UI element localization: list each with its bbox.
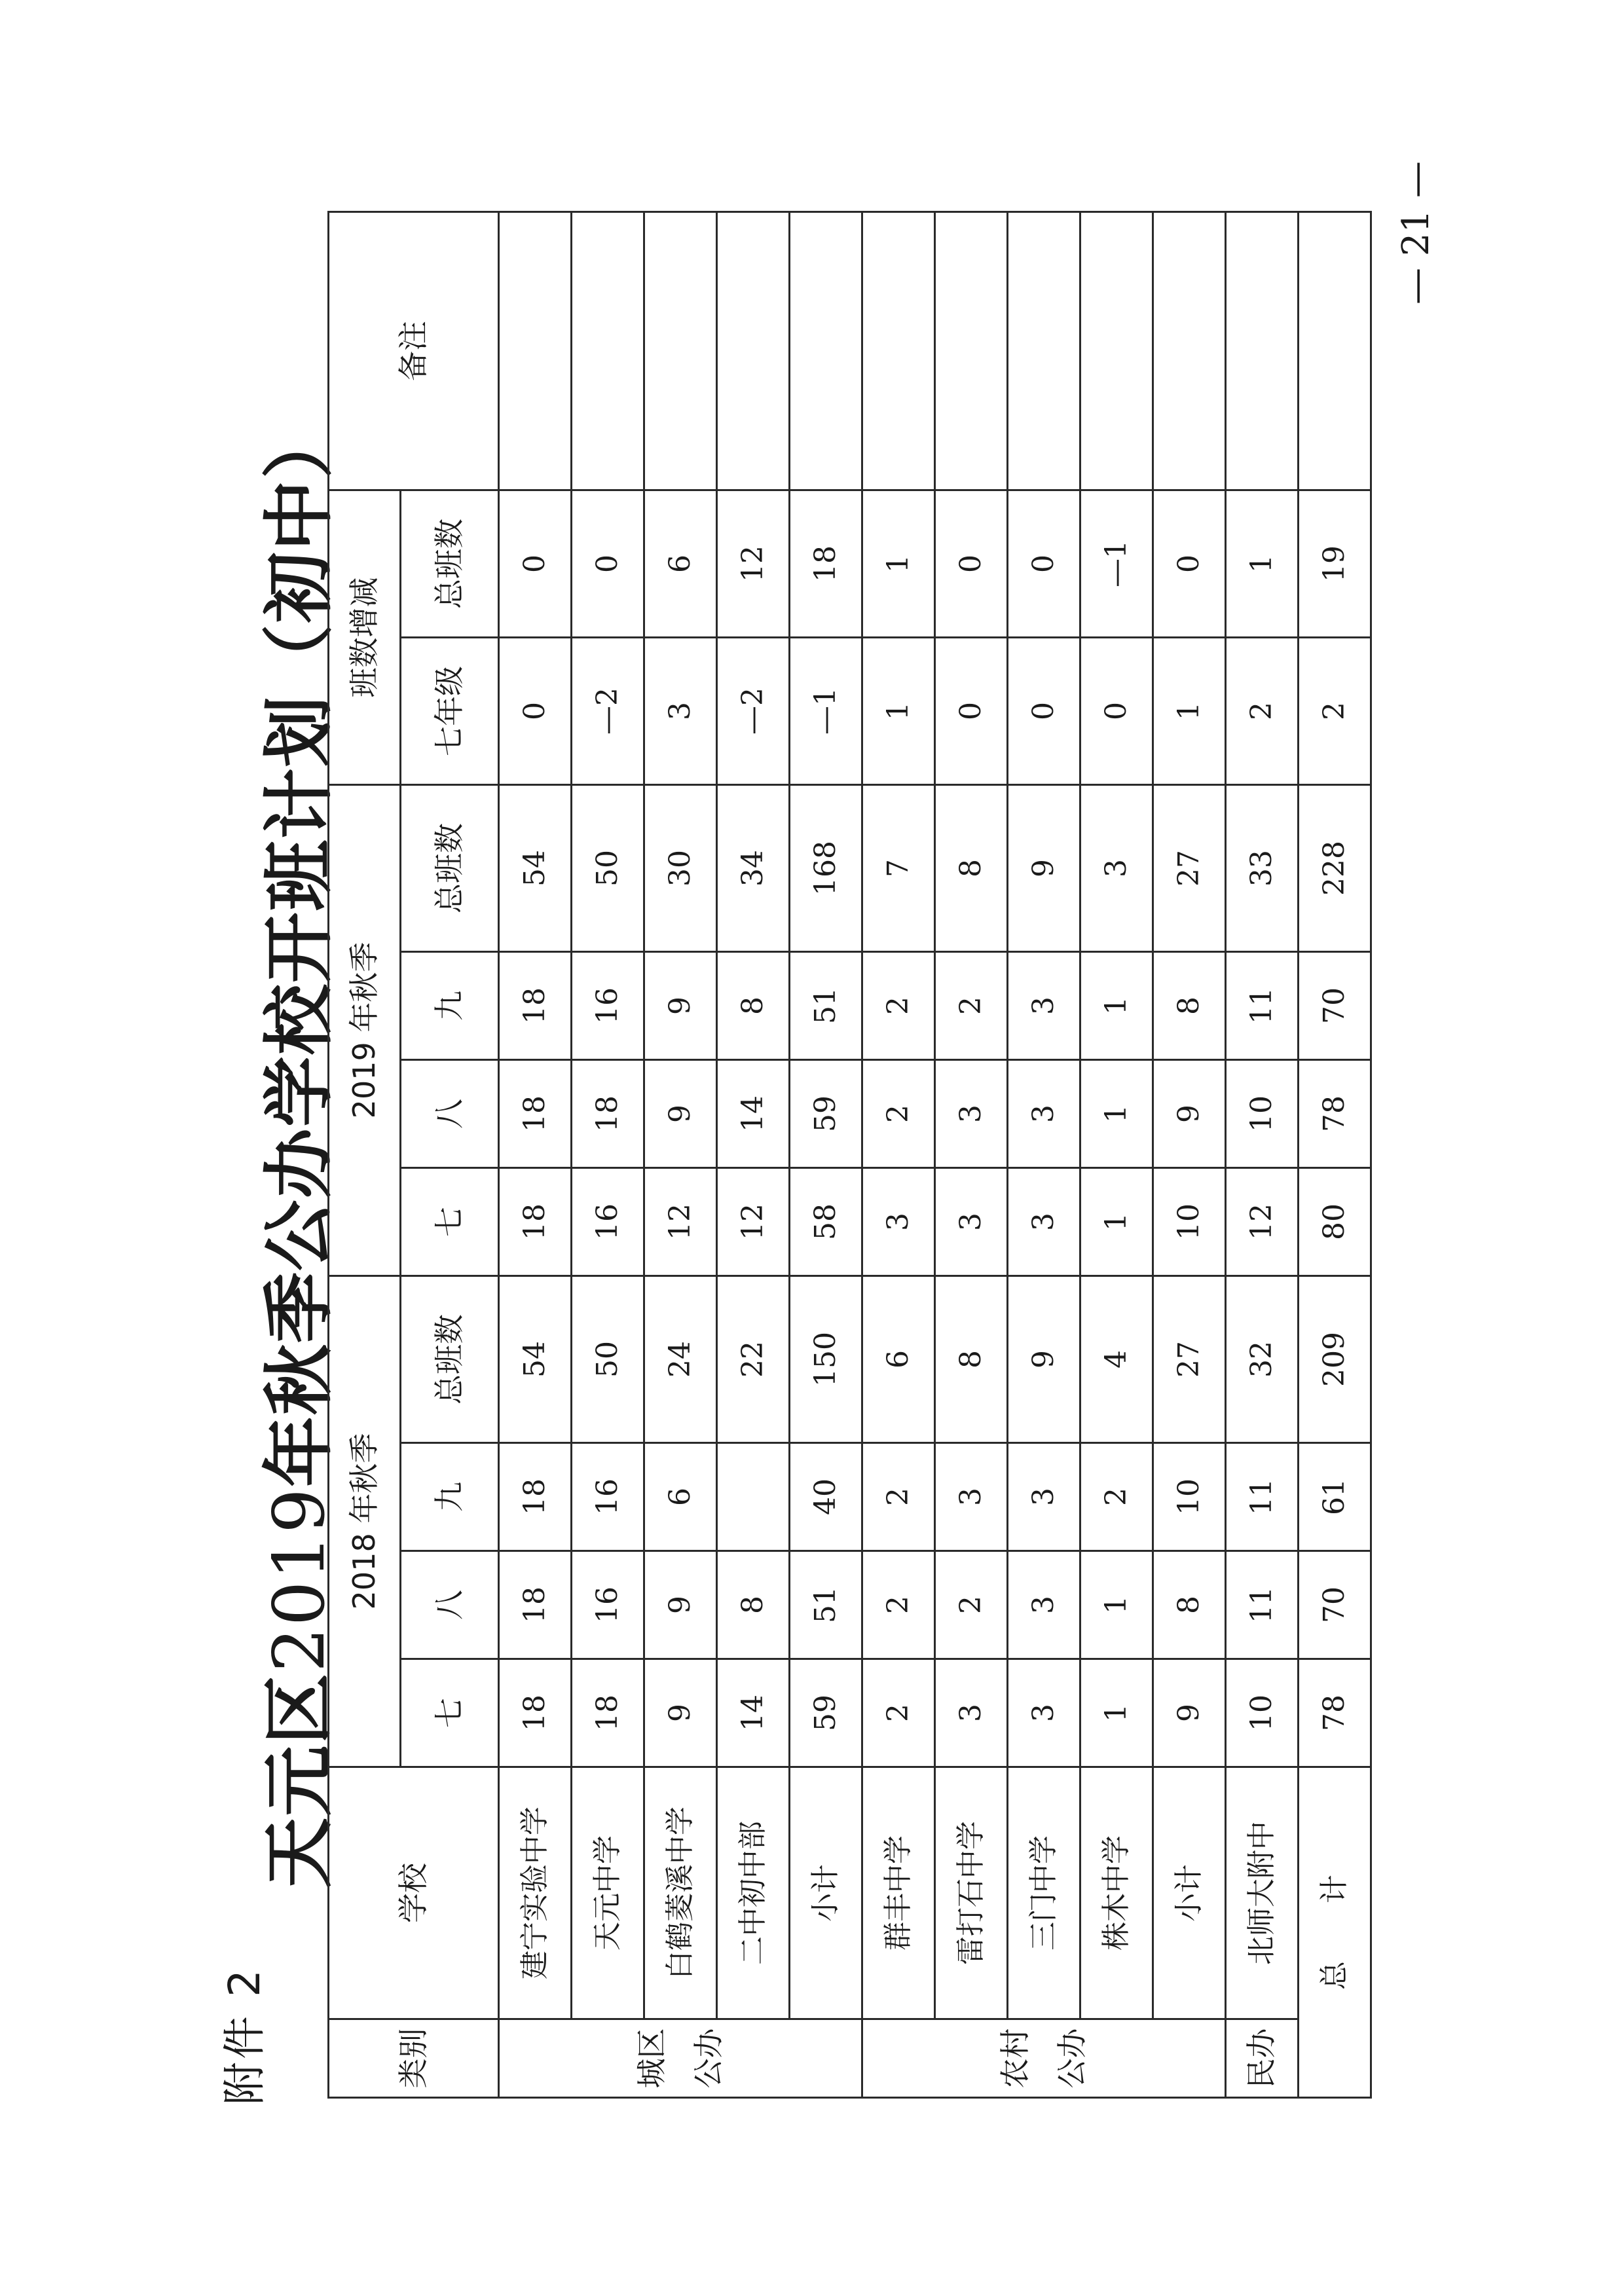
header-2019-g8: 八 <box>401 1059 499 1167</box>
cell-2019: 10 <box>1153 1167 1226 1276</box>
category-urban <box>499 2019 862 2098</box>
cell-2018: 22 <box>717 1276 790 1442</box>
cell-change: 0 <box>1008 490 1080 637</box>
cell-2019: 54 <box>499 784 572 951</box>
cell-2019: 18 <box>499 1059 572 1167</box>
cell-2018: 9 <box>644 1659 717 1767</box>
cell-2019: 8 <box>1153 951 1226 1059</box>
cell-2019: 9 <box>644 951 717 1059</box>
cell-2018: 59 <box>790 1659 862 1767</box>
cell-2019: 34 <box>717 784 790 951</box>
total-remark <box>1299 211 1371 490</box>
total-2019: 80 <box>1299 1167 1371 1276</box>
cell-2019: 7 <box>862 784 935 951</box>
cell-2019: 10 <box>1226 1059 1299 1167</box>
category-urban-line1: 城区 <box>633 2028 669 2089</box>
table-row <box>790 211 862 2097</box>
cell-change: —2 <box>572 637 644 784</box>
total-change: 2 <box>1299 637 1371 784</box>
cell-remark <box>644 211 717 490</box>
cell-change: —1 <box>1080 490 1153 637</box>
cell-change: 0 <box>499 490 572 637</box>
cell-2018: 3 <box>935 1659 1008 1767</box>
cell-change: 6 <box>644 490 717 637</box>
cell-2018: 18 <box>499 1443 572 1551</box>
table-row <box>935 211 1008 2097</box>
cell-2018: 2 <box>862 1659 935 1767</box>
cell-2018: 150 <box>790 1276 862 1442</box>
total-2019: 228 <box>1299 784 1371 951</box>
total-2018: 78 <box>1299 1659 1371 1767</box>
cell-2019: 2 <box>862 951 935 1059</box>
cell-2019: 51 <box>790 951 862 1059</box>
table-row <box>1226 211 1299 2097</box>
cell-2018: 51 <box>790 1551 862 1659</box>
cell-2018: 2 <box>935 1551 1008 1659</box>
cell-2018: 32 <box>1226 1276 1299 1442</box>
cell-2019: 12 <box>717 1167 790 1276</box>
cell-2019: 33 <box>1226 784 1299 951</box>
cell-2018: 16 <box>572 1443 644 1551</box>
header-row-1 <box>329 211 401 2097</box>
cell-2019: 59 <box>790 1059 862 1167</box>
cell-2019: 3 <box>935 1059 1008 1167</box>
table-row <box>1008 211 1080 2097</box>
cell-remark <box>499 211 572 490</box>
cell-2019: 18 <box>572 1059 644 1167</box>
total-row <box>1299 211 1371 2097</box>
cell-2018: 3 <box>935 1443 1008 1551</box>
cell-2019: 58 <box>790 1167 862 1276</box>
cell-2018: 14 <box>717 1659 790 1767</box>
table-row <box>1153 211 1226 2097</box>
cell-2018: 18 <box>572 1659 644 1767</box>
cell-2019: 1 <box>1080 951 1153 1059</box>
cell-2018: 3 <box>1008 1443 1080 1551</box>
header-2019-g7: 七 <box>401 1167 499 1276</box>
cell-2019: 9 <box>644 1059 717 1167</box>
cell-2019: 168 <box>790 784 862 951</box>
table-row <box>717 211 790 2097</box>
cell-2018: 9 <box>1008 1276 1080 1442</box>
cell-change: 1 <box>1153 637 1226 784</box>
cell-2018: 18 <box>499 1551 572 1659</box>
cell-2018: 11 <box>1226 1551 1299 1659</box>
cell-2018: 54 <box>499 1276 572 1442</box>
cell-remark <box>935 211 1008 490</box>
total-2019: 70 <box>1299 951 1371 1059</box>
school-name: 三门中学 <box>1008 1767 1080 2019</box>
cell-change: 0 <box>935 490 1008 637</box>
cell-2019: 50 <box>572 784 644 951</box>
cell-change: 0 <box>935 637 1008 784</box>
cell-2018: 40 <box>790 1443 862 1551</box>
cell-2018: 18 <box>499 1659 572 1767</box>
cell-2019: 3 <box>1080 784 1153 951</box>
cell-2019: 30 <box>644 784 717 951</box>
class-plan-table <box>327 211 1372 2099</box>
header-2018-g9: 九 <box>401 1443 499 1551</box>
cell-change: 0 <box>1153 490 1226 637</box>
cell-2018: 1 <box>1080 1659 1153 1767</box>
cell-2018: 16 <box>572 1551 644 1659</box>
cell-2019: 9 <box>1008 784 1080 951</box>
school-name: 北师大附中 <box>1226 1767 1299 2019</box>
cell-2019: 1 <box>1080 1059 1153 1167</box>
cell-remark <box>862 211 935 490</box>
cell-2018: 8 <box>1153 1551 1226 1659</box>
cell-2018: 2 <box>862 1551 935 1659</box>
header-2019: 2019 年秋季 <box>329 784 401 1276</box>
title-prefix: 天元区 <box>259 1672 341 1888</box>
cell-2019: 1 <box>1080 1167 1153 1276</box>
cell-change: 1 <box>1226 490 1299 637</box>
header-change-grade7: 七年级 <box>401 637 499 784</box>
cell-remark <box>572 211 644 490</box>
cell-change: 0 <box>1080 637 1153 784</box>
cell-change: 2 <box>1226 637 1299 784</box>
cell-2018: 4 <box>1080 1276 1153 1442</box>
cell-2018: 8 <box>935 1276 1008 1442</box>
table-row <box>1080 211 1153 2097</box>
cell-2018: 2 <box>862 1443 935 1551</box>
school-name: 雷打石中学 <box>935 1767 1008 2019</box>
header-2018-g8: 八 <box>401 1551 499 1659</box>
cell-2019: 9 <box>1153 1059 1226 1167</box>
header-2019-total: 总班数 <box>401 784 499 951</box>
cell-change: 12 <box>717 490 790 637</box>
table-row <box>572 211 644 2097</box>
header-change: 班数增减 <box>329 490 401 784</box>
cell-2018: 10 <box>1153 1443 1226 1551</box>
cell-2018: 6 <box>644 1443 717 1551</box>
cell-2018: 50 <box>572 1276 644 1442</box>
school-name: 白鹤菱溪中学 <box>644 1767 717 2019</box>
cell-2018: 9 <box>644 1551 717 1659</box>
school-name: 株木中学 <box>1080 1767 1153 2019</box>
cell-2019: 18 <box>499 1167 572 1276</box>
header-category: 类别 <box>329 2019 499 2098</box>
header-school: 学校 <box>329 1767 499 2019</box>
cell-2018 <box>717 1443 790 1551</box>
cell-2018: 8 <box>717 1551 790 1659</box>
cell-change: 1 <box>862 637 935 784</box>
table-row <box>862 211 935 2097</box>
table-row <box>499 211 572 2097</box>
header-change-total: 总班数 <box>401 490 499 637</box>
total-2018: 61 <box>1299 1443 1371 1551</box>
total-2019: 78 <box>1299 1059 1371 1167</box>
cell-2019: 3 <box>935 1167 1008 1276</box>
cell-2019: 27 <box>1153 784 1226 951</box>
cell-remark <box>1008 211 1080 490</box>
cell-change: 0 <box>499 637 572 784</box>
total-2018: 70 <box>1299 1551 1371 1659</box>
header-2019-g9: 九 <box>401 951 499 1059</box>
cell-2019: 12 <box>1226 1167 1299 1276</box>
total-label: 总 计 <box>1299 1767 1371 2098</box>
cell-2019: 16 <box>572 951 644 1059</box>
cell-2019: 3 <box>862 1167 935 1276</box>
header-remark: 备注 <box>329 211 499 490</box>
table-body <box>329 211 1371 2097</box>
cell-2019: 12 <box>644 1167 717 1276</box>
cell-remark <box>717 211 790 490</box>
cell-2019: 11 <box>1226 951 1299 1059</box>
cell-change: —2 <box>717 637 790 784</box>
title-year: 2019 <box>259 1487 341 1672</box>
school-name: 天元中学 <box>572 1767 644 2019</box>
cell-remark <box>1226 211 1299 490</box>
category-rural <box>862 2019 1226 2098</box>
attachment-label: 附件 2 <box>219 1967 270 2105</box>
school-name: 二中初中部 <box>717 1767 790 2019</box>
cell-remark <box>1080 211 1153 490</box>
cell-2019: 3 <box>1008 951 1080 1059</box>
cell-remark <box>790 211 862 490</box>
category-rural-line1: 农村 <box>997 2028 1033 2089</box>
cell-remark <box>1153 211 1226 490</box>
cell-2019: 18 <box>499 951 572 1059</box>
cell-2019: 8 <box>935 784 1008 951</box>
table-row <box>644 211 717 2097</box>
category-urban-line2: 公办 <box>691 2028 726 2089</box>
cell-change: 1 <box>862 490 935 637</box>
cell-2019: 3 <box>1008 1059 1080 1167</box>
header-2018: 2018 年秋季 <box>329 1276 401 1767</box>
cell-2018: 24 <box>644 1276 717 1442</box>
cell-2018: 11 <box>1226 1443 1299 1551</box>
cell-change: 0 <box>1008 637 1080 784</box>
cell-2019: 16 <box>572 1167 644 1276</box>
title-suffix: 年秋季公办学校开班计划（初中） <box>259 407 341 1488</box>
total-change: 19 <box>1299 490 1371 637</box>
cell-change: 0 <box>572 490 644 637</box>
category-rural-line2: 公办 <box>1054 2028 1090 2089</box>
header-2018-total: 总班数 <box>401 1276 499 1442</box>
page-number: — 21 — <box>1395 161 1437 304</box>
cell-2019: 2 <box>862 1059 935 1167</box>
school-name: 小计 <box>790 1767 862 2019</box>
total-2018: 209 <box>1299 1276 1371 1442</box>
school-name: 群丰中学 <box>862 1767 935 2019</box>
header-2018-g7: 七 <box>401 1659 499 1767</box>
cell-2018: 2 <box>1080 1443 1153 1551</box>
cell-2018: 9 <box>1153 1659 1226 1767</box>
cell-2019: 14 <box>717 1059 790 1167</box>
category-private: 民办 <box>1226 2019 1299 2098</box>
school-name: 小计 <box>1153 1767 1226 2019</box>
cell-2019: 2 <box>935 951 1008 1059</box>
cell-2019: 8 <box>717 951 790 1059</box>
cell-2018: 10 <box>1226 1659 1299 1767</box>
cell-2018: 1 <box>1080 1551 1153 1659</box>
cell-2018: 3 <box>1008 1551 1080 1659</box>
cell-2018: 6 <box>862 1276 935 1442</box>
cell-change: 3 <box>644 637 717 784</box>
cell-2018: 3 <box>1008 1659 1080 1767</box>
cell-2018: 27 <box>1153 1276 1226 1442</box>
cell-change: —1 <box>790 637 862 784</box>
school-name: 建宁实验中学 <box>499 1767 572 2019</box>
cell-2019: 3 <box>1008 1167 1080 1276</box>
cell-change: 18 <box>790 490 862 637</box>
